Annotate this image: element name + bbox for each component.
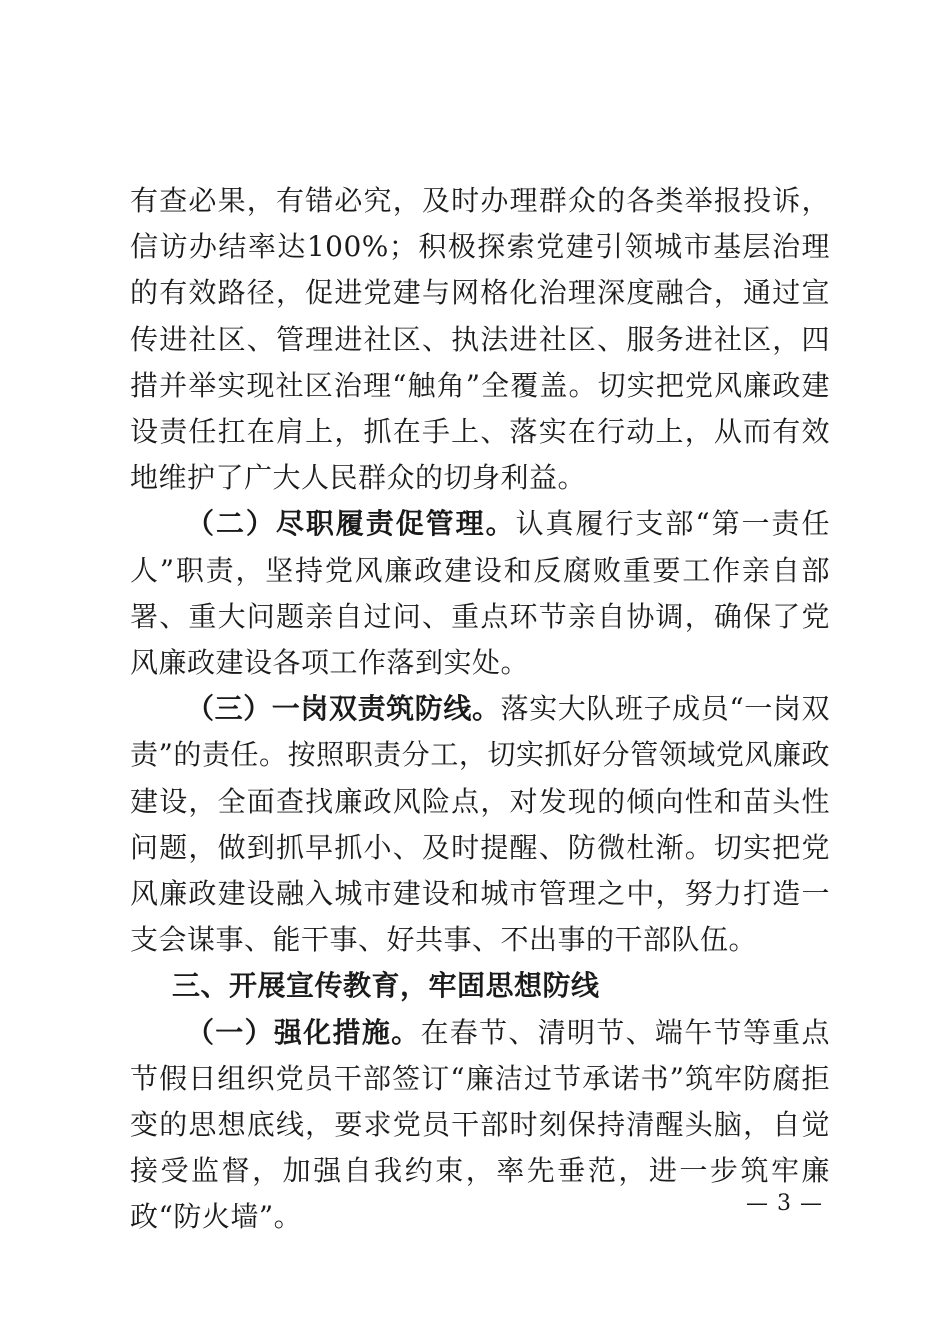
paragraph-lead: （三）一岗双责筑防线。 bbox=[186, 692, 501, 726]
paragraph-lead: （一）强化措施。 bbox=[186, 1015, 421, 1049]
paragraph-text: 落实大队班子成员“一岗双责”的责任。按照职责分工，切实抓好分管领域党风廉政建设，全面查找廉政风险点，对发现的倾向性和苗头性问题，做到抓早抓小、及时提醒、防微杜渐。切实把党风廉政建设融入城市建设和城市管理之中，努力打造一支会谋事、能干事、好共事、不出事的干部队伍。 bbox=[130, 692, 830, 957]
paragraph-text: 认真履行支部“第一责任人”职责，坚持党风廉政建设和反腐败重要工作亲自部署、重大问题亲自过问、重点环节亲自协调，确保了党风廉政建设各项工作落到实处。 bbox=[130, 507, 830, 680]
paragraph-lead: （二）尽职履责促管理。 bbox=[186, 507, 516, 541]
paragraph-text: 在春节、清明节、端午节等重点节假日组织党员干部签订“廉洁过节承诺书”筑牢防腐拒变的思想底线，要求党员干部时刻保持清醒头脑，自觉接受监督，加强自我约束，率先垂范，进一步筑牢廉政“防火墙”。 bbox=[130, 1015, 830, 1234]
paragraph-two-responsibilities bbox=[130, 686, 830, 963]
page-number: — 3 — bbox=[746, 1191, 823, 1216]
paragraph-continuation bbox=[130, 178, 830, 501]
paragraph-measures bbox=[130, 1010, 830, 1241]
document-body bbox=[130, 178, 830, 1241]
section-heading: 三、开展宣传教育，牢固思想防线 bbox=[172, 969, 600, 1003]
paragraph-duty bbox=[130, 501, 830, 686]
paragraph-text: 有查必果，有错必究，及时办理群众的各类举报投诉，信访办结率达100%；积极探索党建引领城市基层治理的有效路径，促进党建与网格化治理深度融合，通过宣传进社区、管理进社区、执法进社区、服务进社区，四措并举实现社区治理“触角”全覆盖。切实把党风廉政建设责任扛在肩上，抓在手上、落实在行动上，从而有效地维护了广大人民群众的切身利益。 bbox=[130, 184, 830, 495]
